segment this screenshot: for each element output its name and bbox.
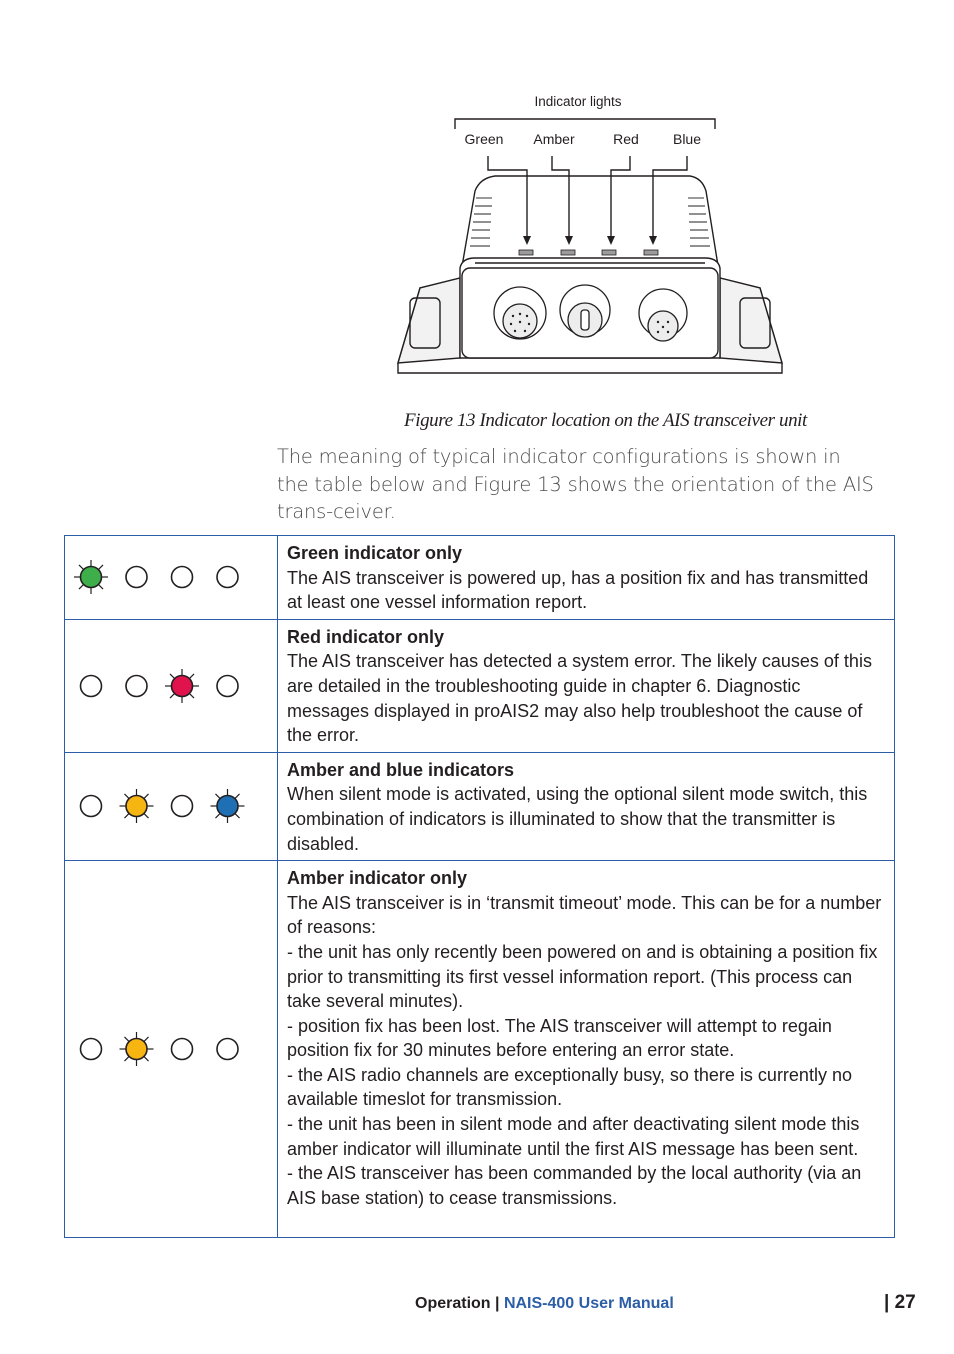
indicator-row <box>65 536 895 620</box>
footer-manual-title: NAIS-400 User Manual <box>503 1295 674 1312</box>
indicator-description-line: The AIS transceiver is powered up, has a position fix and has transmitted at least one vessel information report. <box>287 567 869 613</box>
indicator-description-cell <box>278 619 895 752</box>
indicator-description-line: The AIS transceiver is in ‘transmit timeout’ mode. This can be for a number of reasons: <box>287 892 882 938</box>
led-pattern <box>73 557 253 597</box>
indicator-description-line: - the AIS radio channels are exceptionally busy, so there is currently no available timeslot for transmission. <box>287 1064 852 1110</box>
label-amber: Amber <box>533 131 575 147</box>
led-green-icon <box>74 560 108 594</box>
led-off-icon <box>217 1039 238 1060</box>
indicator-table-body <box>65 536 895 1238</box>
led-off-icon <box>172 567 193 588</box>
indicator-row <box>65 861 895 1238</box>
indicator-lights-label: Indicator lights <box>534 94 622 109</box>
led-off-icon <box>126 675 147 696</box>
indicator-description-cell <box>278 861 895 1238</box>
page-number: | 27 <box>884 1292 916 1313</box>
indicator-lights-cell <box>65 752 278 860</box>
led-pattern <box>73 666 253 706</box>
bracket-line <box>455 119 715 129</box>
ais-unit-diagram <box>380 88 800 388</box>
figure-caption: Figure 13 Indicator location on the AIS transceiver unit <box>404 410 807 431</box>
footer-section: Operation <box>415 1295 491 1312</box>
indicator-title: Green indicator only <box>287 543 463 563</box>
led-red-icon <box>165 669 199 703</box>
led-off-icon <box>81 1039 102 1060</box>
led-off-icon <box>217 675 238 696</box>
transceiver-housing <box>398 176 782 373</box>
led-pattern <box>73 786 253 826</box>
indicator-lights-cell <box>65 619 278 752</box>
indicator-description-line: When silent mode is activated, using the optional silent mode switch, this combination of indicators is illuminated to show that the transmitter is disabled. <box>287 784 868 854</box>
led-off-icon <box>126 567 147 588</box>
indicator-table <box>64 535 895 1238</box>
indicator-title: Amber and blue indicators <box>287 759 515 780</box>
intro-paragraph: The meaning of typical indicator configurations is shown in the table below and Figure 13 shows the orientation of the AIS trans-ceiver. <box>277 445 874 523</box>
indicator-lights-cell <box>65 536 278 620</box>
indicator-row <box>65 752 895 860</box>
led-off-icon <box>172 1039 193 1060</box>
indicator-title: Amber indicator only <box>287 868 468 889</box>
indicator-lights-cell <box>65 861 278 1238</box>
label-red: Red <box>613 131 639 147</box>
footer <box>415 1295 674 1313</box>
led-off-icon <box>217 567 238 588</box>
led-off-icon <box>81 796 102 817</box>
label-blue: Blue <box>672 131 702 147</box>
indicator-description-line: - the AIS transceiver has been commanded by the local authority (via an AIS base station) to cease transmissions. <box>287 1163 862 1208</box>
indicator-description-cell <box>278 752 895 860</box>
led-blue-icon <box>211 789 245 823</box>
indicator-description-line: The AIS transceiver has detected a system error. The likely causes of this are detailed in the troubleshooting guide in chapter 6. Diagnostic messages displayed in proAIS2 may also help troubleshoot the cause of the error. <box>287 651 872 746</box>
footer-separator: | <box>490 1295 504 1312</box>
led-amber-icon <box>120 1032 154 1066</box>
indicator-description-line: - the unit has been in silent mode and after deactivating silent mode this amber indicator will illuminate until the first AIS message has been sent. <box>287 1114 860 1159</box>
indicator-row <box>65 619 895 752</box>
indicator-description-line: - the unit has only recently been powered on and is obtaining a position fix prior to transmitting its first vessel information report. (This process can take several minutes). <box>287 941 878 1012</box>
led-off-icon <box>172 796 193 817</box>
led-off-icon <box>81 675 102 696</box>
indicator-title: Red indicator only <box>287 626 445 647</box>
label-green: Green <box>464 131 504 147</box>
ais-unit-figure <box>380 88 800 388</box>
indicator-description-line: - position fix has been lost. The AIS transceiver will attempt to regain position fix for 30 minutes before entering an error state. <box>287 1015 832 1061</box>
led-pattern <box>73 1029 253 1069</box>
indicator-description-cell <box>278 536 895 620</box>
led-amber-icon <box>120 789 154 823</box>
